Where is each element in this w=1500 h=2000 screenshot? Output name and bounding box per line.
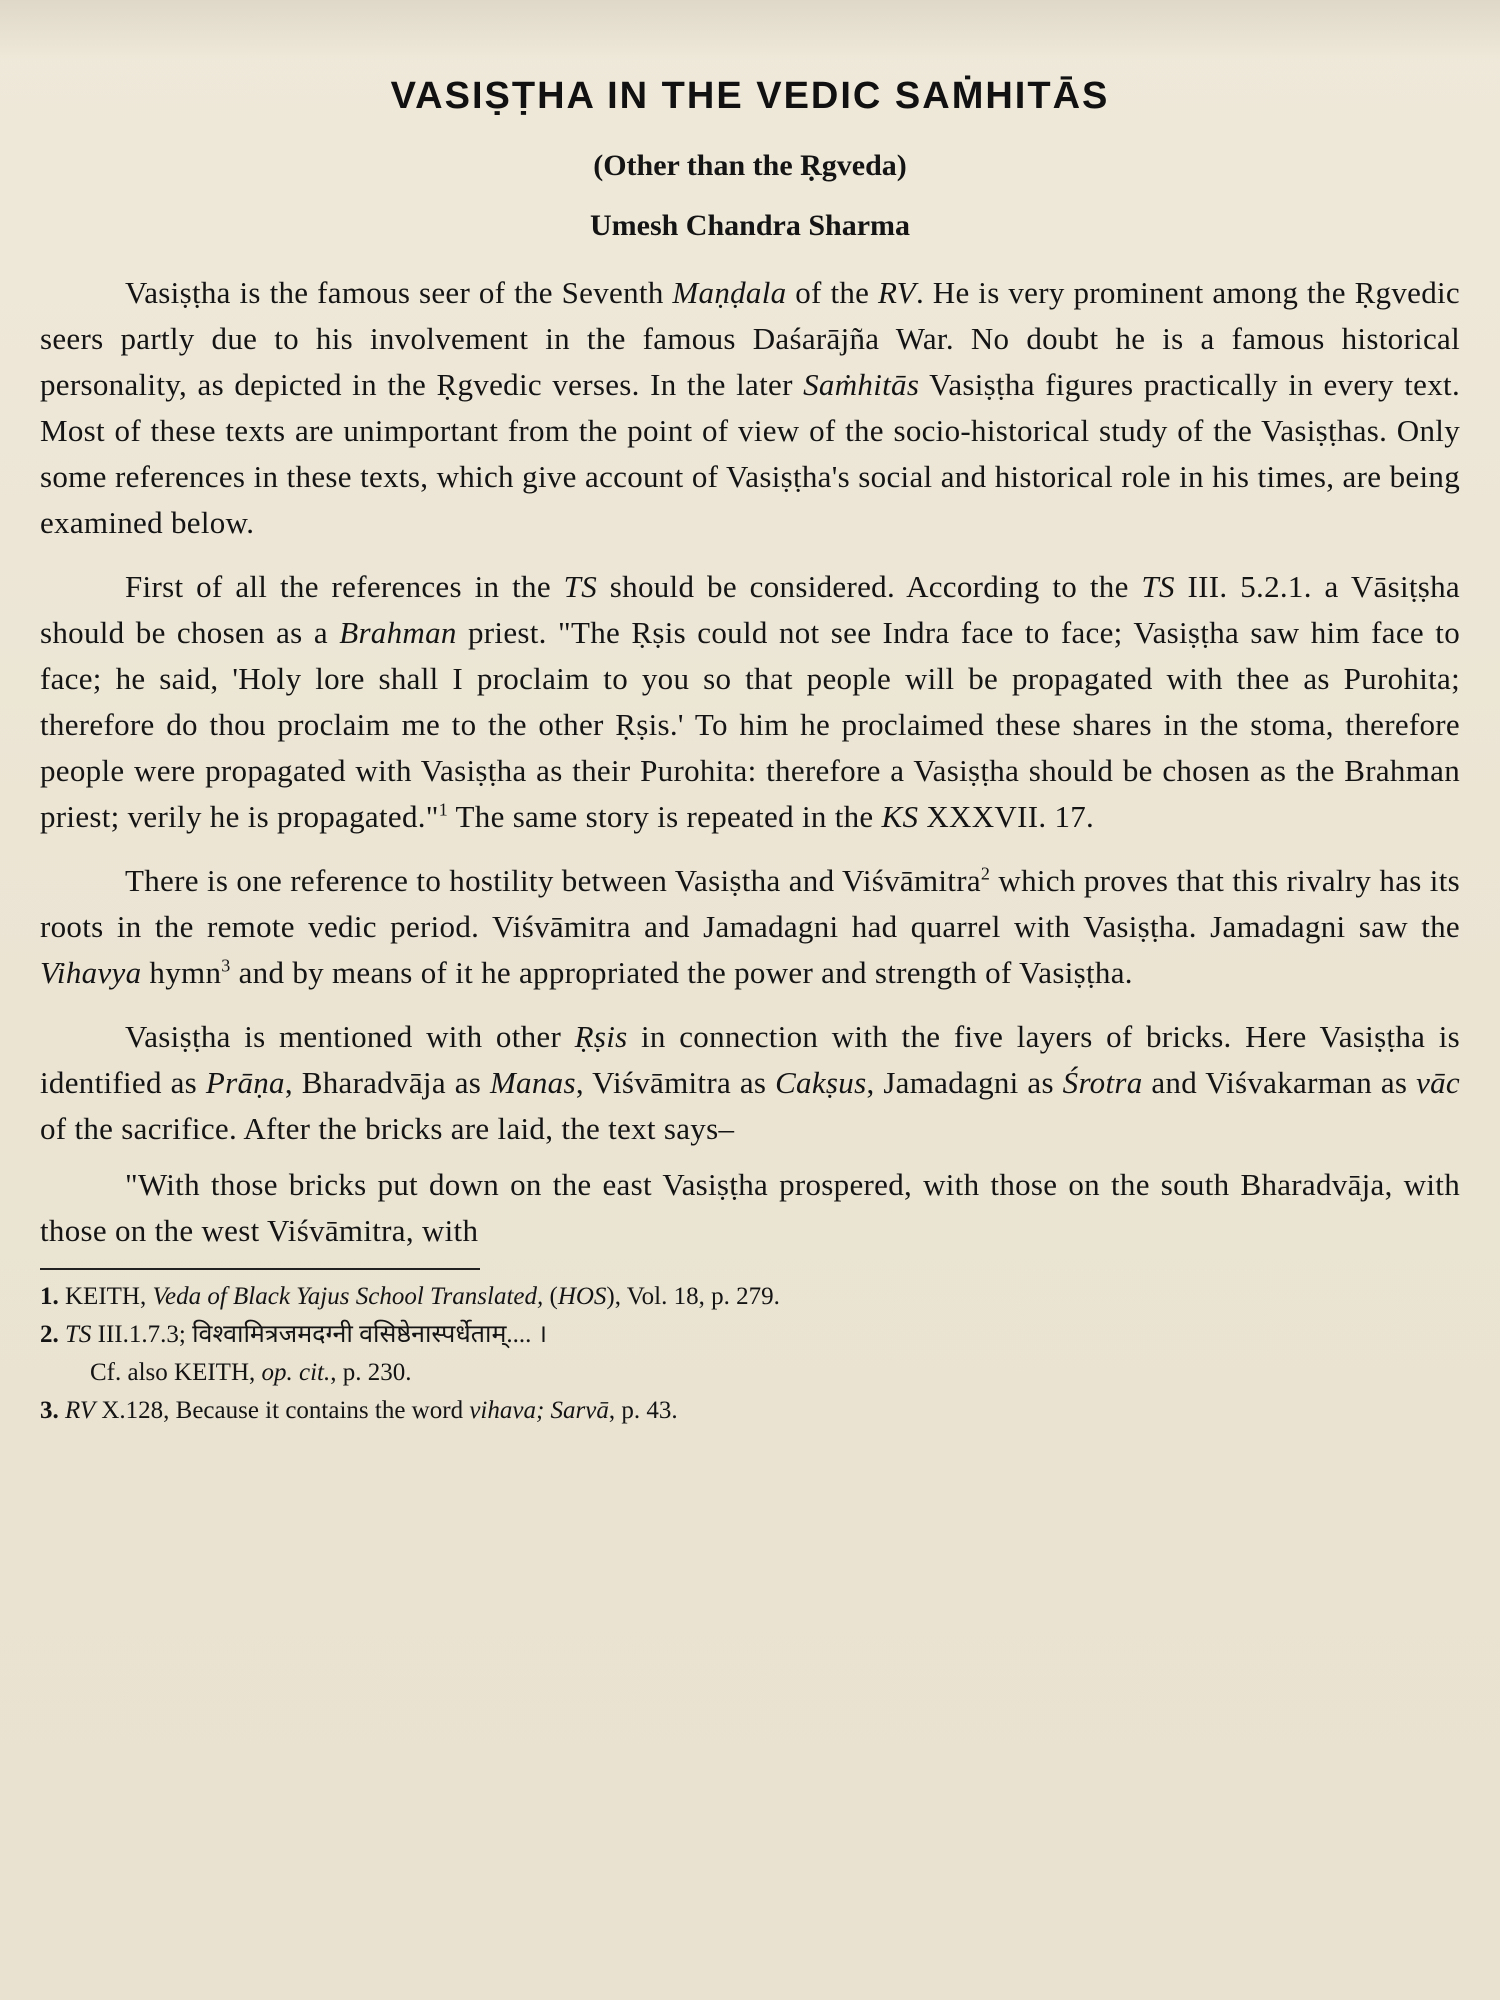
p4-text-e: , Bharadvāja as	[284, 1065, 490, 1100]
paragraph-1	[40, 270, 1460, 546]
footnote-1-italic-hos: HOS	[557, 1283, 607, 1310]
p4-text-c: in connection with the five layers of bricks. Here Vasiṣṭha is identified as	[40, 1019, 1460, 1100]
p1-italic-mandala: Maṇḍala	[672, 275, 787, 310]
article-author: Umesh Chandra Sharma	[589, 209, 911, 242]
footnote-3-text-d: , p. 43.	[608, 1397, 678, 1424]
p1-text-e: . He is very prominent among the Ṛgvedic seers partly due to his involvement in the famous Daśarājña War. No doubt he is a famous historical personality, as depicted in the Ṛgvedic verses. In the later	[40, 275, 1460, 402]
p2-italic-ks: KS	[881, 799, 919, 834]
footnote-3-text-b: X.128, Because it contains the word	[95, 1397, 470, 1424]
p2-italic-ts-1: TS	[563, 569, 598, 604]
p2-text-e: III. 5.2.1. a Vāsiṭṣha should be chosen as a	[40, 569, 1460, 650]
p4-italic-caksus: Cakṣus	[775, 1065, 867, 1100]
footnote-2-continuation	[40, 1354, 1460, 1392]
paragraph-4	[40, 1014, 1460, 1152]
p3-italic-vihavya: Vihavya	[40, 955, 142, 990]
p4-italic-srotra: Śrotra	[1062, 1065, 1143, 1100]
p4-text-m: of the sacrifice. After the bricks are laid, the text says–	[40, 1111, 735, 1146]
p1-italic-rv: RV	[878, 275, 916, 310]
p4-text-k: and Viśvakarman as	[1142, 1065, 1417, 1100]
footnote-1-number: 1.	[40, 1283, 59, 1310]
p1-text-a: Vasiṣṭha is the famous seer of the Seventh	[125, 275, 673, 310]
footnote-1-text-c: (	[543, 1283, 558, 1310]
p1-text-c: of the	[786, 275, 879, 310]
footnote-2-cont-text-c: , p. 230.	[330, 1359, 412, 1386]
p3-text-e: hymn	[141, 955, 222, 990]
p4-italic-prana: Prāṇa	[205, 1065, 285, 1100]
p2-text-g: priest. "The Ṛṣis could not see Indra face to face; Vasiṣṭha saw him face to face; he said, 'Holy lore shall I proclaim to you so that people will be propagated with thee as Purohita; therefore do thou proclaim me to the other Ṛṣis.' To him he proclaimed these shares in the stoma, therefore people were propagated with Vasiṣṭha as their Purohita: therefore a Vasiṣṭha should be chosen as the Brahman priest; verily he is propagated."	[40, 615, 1460, 834]
footnote-1-italic-title: Veda of Black Yajus School Translated,	[152, 1283, 544, 1310]
footnote-2	[40, 1316, 1460, 1354]
article-title: VASIṢṬHA IN THE VEDIC SAṀHITĀS	[390, 75, 1110, 117]
p4-italic-manas: Manas	[489, 1065, 576, 1100]
p3-text-a: There is one reference to hostility between Vasiṣtha and Viśvāmitra	[125, 863, 981, 898]
paragraph-5	[40, 1162, 1460, 1254]
p2-text-i: The same story is repeated in the	[448, 799, 882, 834]
footnote-3-italic-rv: RV	[65, 1397, 96, 1424]
p4-text-g: , Viśvāmitra as	[575, 1065, 776, 1100]
footnote-ref-2: 2	[980, 863, 991, 884]
p3-text-c: which proves that this rivalry has its roots in the remote vedic period. Viśvāmitra and Jamadagni had quarrel with Vasiṣṭha. Jamadagni saw the	[40, 863, 1460, 944]
p5-text-a: "With those bricks put down on the east Vasiṣṭha prospered, with those on the south Bharadvāja, with those on the west Viśvāmitra, with	[40, 1167, 1460, 1248]
p3-text-g: and by means of it he appropriated the power and strength of Vasiṣṭha.	[230, 955, 1133, 990]
footnote-2-number: 2.	[40, 1321, 59, 1348]
article	[40, 70, 1460, 1430]
footnote-ref-1: 1	[438, 799, 449, 820]
p4-text-a: Vasiṣṭha is mentioned with other	[125, 1019, 575, 1054]
p2-text-c: should be considered. According to the	[597, 569, 1142, 604]
paragraph-3	[40, 858, 1460, 996]
footnotes	[40, 1278, 1460, 1430]
footnote-2-text-b: III.1.7.3; विश्वामित्रजमदग्नी वसिष्ठेनास्पर्धेताम्.... ।	[91, 1321, 548, 1348]
paragraph-2	[40, 564, 1460, 840]
footnote-divider	[40, 1268, 480, 1270]
bleed-through-shading	[0, 0, 1500, 60]
footnote-2-italic-ts: TS	[65, 1321, 92, 1348]
footnote-3	[40, 1392, 1460, 1430]
p1-text-g: Vasiṣṭha figures practically in every text. Most of these texts are unimportant from the point of view of the socio-historical study of the Vasiṣṭhas. Only some references in these texts, which give account of Vasiṣṭha's social and historical role in his times, are being examined below.	[40, 367, 1460, 540]
p2-italic-ts-2: TS	[1141, 569, 1175, 604]
article-subtitle: (Other than the Ṛgveda)	[593, 149, 907, 182]
footnote-2-cont-italic-opcit: op. cit.	[261, 1359, 331, 1386]
footnote-1-text-a: KEITH,	[58, 1283, 153, 1310]
footnote-3-italic-vihava: vihava; Sarvā	[469, 1397, 609, 1424]
p1-italic-samhitas: Saṁhitās	[803, 367, 920, 402]
article-body	[40, 270, 1460, 1254]
footnote-ref-3: 3	[221, 955, 231, 976]
footnote-2-cont-text-a: Cf. also KEITH,	[90, 1359, 262, 1386]
p4-italic-vac: vāc	[1416, 1065, 1460, 1100]
footnote-1-text-e: ), Vol. 18, p. 279.	[606, 1283, 780, 1310]
p4-text-i: , Jamadagni as	[866, 1065, 1063, 1100]
p2-text-k: XXXVII. 17.	[918, 799, 1095, 834]
p2-text-a: First of all the references in the	[125, 569, 564, 604]
p4-italic-rsis: Ṛṣis	[574, 1019, 628, 1054]
p2-italic-brahman: Brahman	[339, 615, 457, 650]
footnote-3-number: 3.	[40, 1397, 59, 1424]
footnote-1	[40, 1278, 1460, 1316]
